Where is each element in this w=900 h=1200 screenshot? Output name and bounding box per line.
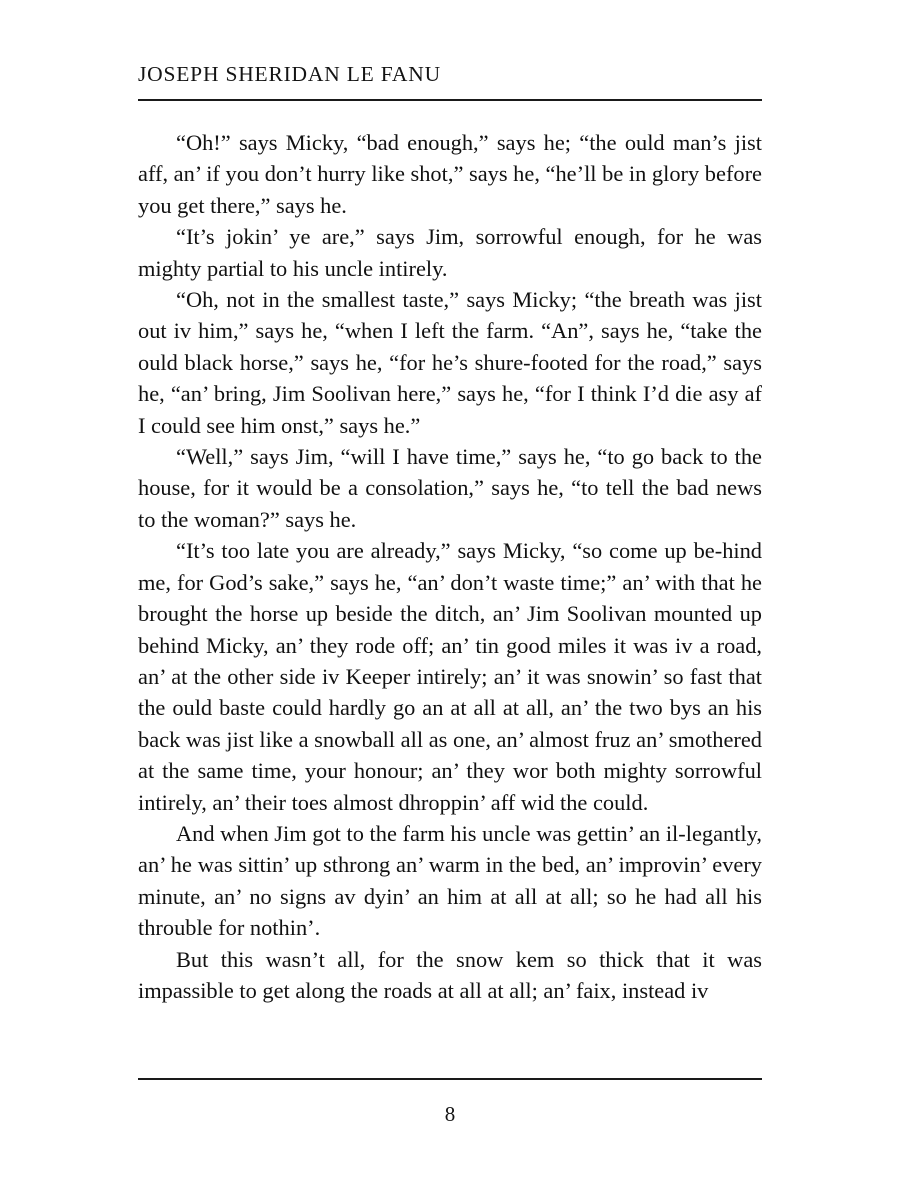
page-footer (138, 1078, 762, 1127)
header-rule (138, 99, 762, 101)
paragraph: “Well,” says Jim, “will I have time,” says he, “to go back to the house, for it would be a consolation,” says he, “to tell the bad news to the woman?” says he. (138, 444, 762, 532)
running-head: JOSEPH SHERIDAN LE FANU (138, 62, 441, 86)
paragraph: “It’s jokin’ ye are,” says Jim, sorrowful enough, for he was mighty partial to his uncle intirely. (138, 224, 762, 281)
page-content (138, 62, 762, 1006)
body-text (138, 127, 762, 1006)
paragraph: “Oh!” says Micky, “bad enough,” says he; “the ould man’s jist aff, an’ if you don’t hurry like shot,” says he, “he’ll be in glory before you get there,” says he. (138, 130, 762, 218)
page-number: 8 (444, 1102, 456, 1126)
paragraph: “It’s too late you are already,” says Micky, “so come up be-hind me, for God’s sake,” says he, “an’ don’t waste time;” an’ with that he brought the horse up beside the ditch, an’ Jim Soolivan mounted up behind Micky, an’ they rode off; an’ tin good miles it was iv a road, an’ at the other side iv Keeper intirely; an’ it was snowin’ so fast that the ould baste could hardly go an at all at all, an’ the two bys an his back was jist like a snowball all as one, an’ almost fruz an’ smothered at the same time, your honour; an’ they wor both mighty sorrowful intirely, an’ their toes almost dhroppin’ aff wid the could. (138, 538, 762, 815)
paragraph: But this wasn’t all, for the snow kem so thick that it was impassible to get along the roads at all at all; an’ faix, instead iv (138, 946, 762, 1003)
paragraph: “Oh, not in the smallest taste,” says Micky; “the breath was jist out iv him,” says he, “when I left the farm. “An”, says he, “take the ould black horse,” says he, “for he’s shure-footed for the road,” says he, “an’ bring, Jim Soolivan here,” says he, “for I think I’d die asy af I could see him onst,” says he.” (138, 287, 762, 438)
footer-rule (138, 1078, 762, 1080)
paragraph: And when Jim got to the farm his uncle was gettin’ an il-legantly, an’ he was sittin’ up sthrong an’ warm in the bed, an’ improvin’ every minute, an’ no signs av dyin’ an him at all at all; so he had all his throuble for nothin’. (138, 820, 762, 941)
